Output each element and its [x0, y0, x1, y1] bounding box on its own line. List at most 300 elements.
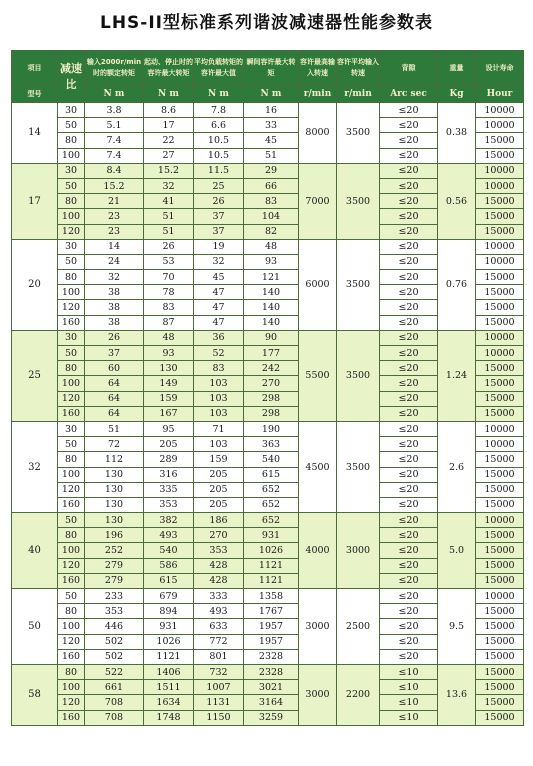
life-cell: 15000 [476, 467, 524, 482]
avg-load-torque-cell: 159 [194, 452, 244, 467]
max-input-speed-cell: 5500 [299, 330, 337, 421]
input-torque-cell: 112 [85, 452, 144, 467]
backlash-cell: ≤20 [380, 163, 438, 178]
unit-avg-load-torque: N m [194, 86, 244, 103]
start-stop-torque-cell: 8.6 [144, 103, 194, 118]
model-cell: 17 [12, 163, 58, 239]
spec-table-container [11, 50, 523, 726]
start-stop-torque-cell: 95 [144, 421, 194, 436]
input-torque-cell: 23 [85, 209, 144, 224]
avg-load-torque-cell: 1007 [194, 680, 244, 695]
backlash-cell: ≤20 [380, 285, 438, 300]
avg-load-torque-cell: 37 [194, 224, 244, 239]
avg-load-torque-cell: 47 [194, 300, 244, 315]
input-torque-cell: 7.4 [85, 133, 144, 148]
start-stop-torque-cell: 26 [144, 239, 194, 254]
header-avg-load-torque [194, 51, 244, 86]
avg-load-torque-cell: 772 [194, 634, 244, 649]
avg-input-speed-cell: 3500 [337, 330, 380, 421]
table-row [12, 664, 524, 679]
backlash-cell: ≤10 [380, 710, 438, 725]
life-cell: 15000 [476, 194, 524, 209]
header-avg-input-speed-text: 容许平均输入转速 [337, 58, 379, 77]
header-instant-torque-text: 瞬间容许最大转矩 [246, 58, 296, 77]
life-cell: 15000 [476, 604, 524, 619]
backlash-cell: ≤20 [380, 330, 438, 345]
start-stop-torque-cell: 53 [144, 254, 194, 269]
input-torque-cell: 72 [85, 437, 144, 452]
instant-torque-cell: 2328 [244, 664, 299, 679]
ratio-cell: 50 [58, 437, 85, 452]
avg-input-speed-cell: 3500 [337, 163, 380, 239]
input-torque-cell: 8.4 [85, 163, 144, 178]
header-ratio [58, 51, 85, 103]
life-cell: 15000 [476, 133, 524, 148]
life-cell: 15000 [476, 558, 524, 573]
backlash-cell: ≤20 [380, 300, 438, 315]
start-stop-torque-cell: 149 [144, 376, 194, 391]
avg-load-torque-cell: 1131 [194, 695, 244, 710]
max-input-speed-cell: 3000 [299, 664, 337, 725]
instant-torque-cell: 3259 [244, 710, 299, 725]
avg-load-torque-cell: 47 [194, 315, 244, 330]
input-torque-cell: 130 [85, 513, 144, 528]
input-torque-cell: 38 [85, 315, 144, 330]
backlash-cell: ≤20 [380, 361, 438, 376]
avg-load-torque-cell: 36 [194, 330, 244, 345]
avg-load-torque-cell: 493 [194, 604, 244, 619]
input-torque-cell: 708 [85, 695, 144, 710]
instant-torque-cell: 652 [244, 482, 299, 497]
ratio-cell: 30 [58, 330, 85, 345]
header-avg-load-torque-text: 平均负载转矩的容许最大值 [194, 58, 243, 77]
table-row [12, 513, 524, 528]
input-torque-cell: 7.4 [85, 148, 144, 163]
life-cell: 15000 [476, 361, 524, 376]
ratio-cell: 160 [58, 497, 85, 512]
table-row [12, 163, 524, 178]
ratio-cell: 120 [58, 558, 85, 573]
avg-load-torque-cell: 11.5 [194, 163, 244, 178]
ratio-cell: 80 [58, 133, 85, 148]
avg-input-speed-cell: 3000 [337, 513, 380, 589]
life-cell: 15000 [476, 634, 524, 649]
avg-load-torque-cell: 103 [194, 406, 244, 421]
start-stop-torque-cell: 167 [144, 406, 194, 421]
unit-instant-torque: N m [244, 86, 299, 103]
input-torque-cell: 51 [85, 421, 144, 436]
input-torque-cell: 3.8 [85, 103, 144, 118]
input-torque-cell: 60 [85, 361, 144, 376]
weight-cell: 13.6 [438, 664, 476, 725]
life-cell: 15000 [476, 209, 524, 224]
backlash-cell: ≤20 [380, 406, 438, 421]
instant-torque-cell: 540 [244, 452, 299, 467]
backlash-cell: ≤20 [380, 224, 438, 239]
unit-start-stop-torque: N m [144, 86, 194, 103]
avg-load-torque-cell: 103 [194, 391, 244, 406]
life-cell: 15000 [476, 649, 524, 664]
start-stop-torque-cell: 493 [144, 528, 194, 543]
instant-torque-cell: 1358 [244, 589, 299, 604]
instant-torque-cell: 1767 [244, 604, 299, 619]
avg-load-torque-cell: 205 [194, 467, 244, 482]
weight-cell: 0.38 [438, 103, 476, 164]
max-input-speed-cell: 4500 [299, 421, 337, 512]
max-input-speed-cell: 6000 [299, 239, 337, 330]
life-cell: 10000 [476, 163, 524, 178]
max-input-speed-cell: 4000 [299, 513, 337, 589]
backlash-cell: ≤20 [380, 346, 438, 361]
weight-cell: 5.0 [438, 513, 476, 589]
input-torque-cell: 502 [85, 649, 144, 664]
table-row [12, 330, 524, 345]
start-stop-torque-cell: 51 [144, 224, 194, 239]
ratio-cell: 120 [58, 482, 85, 497]
avg-load-torque-cell: 7.8 [194, 103, 244, 118]
backlash-cell: ≤20 [380, 482, 438, 497]
life-cell: 15000 [476, 391, 524, 406]
start-stop-torque-cell: 130 [144, 361, 194, 376]
weight-cell: 9.5 [438, 589, 476, 665]
life-cell: 15000 [476, 619, 524, 634]
backlash-cell: ≤20 [380, 148, 438, 163]
model-cell: 40 [12, 513, 58, 589]
avg-load-torque-cell: 32 [194, 254, 244, 269]
backlash-cell: ≤20 [380, 589, 438, 604]
life-cell: 10000 [476, 103, 524, 118]
avg-load-torque-cell: 10.5 [194, 148, 244, 163]
life-cell: 15000 [476, 224, 524, 239]
ratio-cell: 50 [58, 589, 85, 604]
ratio-cell: 120 [58, 300, 85, 315]
life-cell: 10000 [476, 254, 524, 269]
input-torque-cell: 130 [85, 497, 144, 512]
model-cell: 14 [12, 103, 58, 164]
avg-load-torque-cell: 19 [194, 239, 244, 254]
instant-torque-cell: 242 [244, 361, 299, 376]
model-cell: 58 [12, 664, 58, 725]
ratio-cell: 100 [58, 376, 85, 391]
life-cell: 15000 [476, 452, 524, 467]
header-instant-torque [244, 51, 299, 86]
header-input-torque-text: 输入2000r/min时的额定转矩 [86, 58, 142, 77]
unit-input-torque: N m [85, 86, 144, 103]
instant-torque-cell: 298 [244, 406, 299, 421]
instant-torque-cell: 16 [244, 103, 299, 118]
instant-torque-cell: 45 [244, 133, 299, 148]
header-life [476, 51, 524, 86]
avg-load-torque-cell: 353 [194, 543, 244, 558]
instant-torque-cell: 140 [244, 285, 299, 300]
backlash-cell: ≤20 [380, 497, 438, 512]
input-torque-cell: 26 [85, 330, 144, 345]
input-torque-cell: 23 [85, 224, 144, 239]
avg-load-torque-cell: 37 [194, 209, 244, 224]
ratio-cell: 80 [58, 604, 85, 619]
life-cell: 10000 [476, 437, 524, 452]
start-stop-torque-cell: 540 [144, 543, 194, 558]
start-stop-torque-cell: 17 [144, 118, 194, 133]
start-stop-torque-cell: 1406 [144, 664, 194, 679]
input-torque-cell: 708 [85, 710, 144, 725]
start-stop-torque-cell: 894 [144, 604, 194, 619]
ratio-cell: 50 [58, 178, 85, 193]
page-title: LHS-II型标准系列谐波减速器性能参数表 [99, 13, 433, 33]
avg-load-torque-cell: 45 [194, 270, 244, 285]
avg-load-torque-cell: 47 [194, 285, 244, 300]
ratio-cell: 80 [58, 270, 85, 285]
start-stop-torque-cell: 382 [144, 513, 194, 528]
table-row [12, 589, 524, 604]
life-cell: 15000 [476, 528, 524, 543]
ratio-cell: 120 [58, 634, 85, 649]
ratio-cell: 100 [58, 619, 85, 634]
input-torque-cell: 661 [85, 680, 144, 695]
header-model-top: 项目 [12, 51, 58, 86]
avg-load-torque-cell: 205 [194, 482, 244, 497]
header-start-stop-torque [144, 51, 194, 86]
input-torque-cell: 32 [85, 270, 144, 285]
start-stop-torque-cell: 78 [144, 285, 194, 300]
backlash-cell: ≤20 [380, 270, 438, 285]
instant-torque-cell: 104 [244, 209, 299, 224]
unit-backlash: Arc sec [380, 86, 438, 103]
start-stop-torque-cell: 316 [144, 467, 194, 482]
header-weight: 重量 [438, 51, 476, 86]
backlash-cell: ≤20 [380, 573, 438, 588]
ratio-cell: 80 [58, 528, 85, 543]
input-torque-cell: 38 [85, 300, 144, 315]
backlash-cell: ≤20 [380, 513, 438, 528]
input-torque-cell: 21 [85, 194, 144, 209]
ratio-cell: 50 [58, 254, 85, 269]
input-torque-cell: 14 [85, 239, 144, 254]
life-cell: 10000 [476, 346, 524, 361]
header-backlash: 背隙 [380, 51, 438, 86]
avg-input-speed-cell: 3500 [337, 103, 380, 164]
input-torque-cell: 5.1 [85, 118, 144, 133]
instant-torque-cell: 177 [244, 346, 299, 361]
life-cell: 15000 [476, 482, 524, 497]
input-torque-cell: 279 [85, 558, 144, 573]
input-torque-cell: 64 [85, 376, 144, 391]
ratio-cell: 80 [58, 452, 85, 467]
avg-load-torque-cell: 205 [194, 497, 244, 512]
instant-torque-cell: 93 [244, 254, 299, 269]
ratio-cell: 50 [58, 118, 85, 133]
backlash-cell: ≤20 [380, 376, 438, 391]
life-cell: 15000 [476, 710, 524, 725]
avg-load-torque-cell: 83 [194, 361, 244, 376]
instant-torque-cell: 270 [244, 376, 299, 391]
input-torque-cell: 38 [85, 285, 144, 300]
backlash-cell: ≤20 [380, 118, 438, 133]
input-torque-cell: 252 [85, 543, 144, 558]
instant-torque-cell: 190 [244, 421, 299, 436]
instant-torque-cell: 82 [244, 224, 299, 239]
backlash-cell: ≤10 [380, 664, 438, 679]
backlash-cell: ≤20 [380, 254, 438, 269]
ratio-cell: 30 [58, 239, 85, 254]
instant-torque-cell: 1026 [244, 543, 299, 558]
ratio-cell: 160 [58, 406, 85, 421]
start-stop-torque-cell: 1121 [144, 649, 194, 664]
start-stop-torque-cell: 1634 [144, 695, 194, 710]
start-stop-torque-cell: 48 [144, 330, 194, 345]
start-stop-torque-cell: 159 [144, 391, 194, 406]
avg-load-torque-cell: 428 [194, 573, 244, 588]
avg-load-torque-cell: 25 [194, 178, 244, 193]
instant-torque-cell: 298 [244, 391, 299, 406]
ratio-cell: 100 [58, 148, 85, 163]
instant-torque-cell: 140 [244, 315, 299, 330]
instant-torque-cell: 51 [244, 148, 299, 163]
ratio-cell: 30 [58, 163, 85, 178]
instant-torque-cell: 3021 [244, 680, 299, 695]
backlash-cell: ≤20 [380, 103, 438, 118]
unit-max-input-speed: r/min [299, 86, 337, 103]
start-stop-torque-cell: 41 [144, 194, 194, 209]
life-cell: 15000 [476, 406, 524, 421]
start-stop-torque-cell: 70 [144, 270, 194, 285]
header-start-stop-torque-text: 起动、停止时的容许最大转矩 [144, 58, 193, 77]
ratio-cell: 120 [58, 695, 85, 710]
backlash-cell: ≤20 [380, 543, 438, 558]
instant-torque-cell: 1957 [244, 634, 299, 649]
start-stop-torque-cell: 586 [144, 558, 194, 573]
model-cell: 25 [12, 330, 58, 421]
start-stop-torque-cell: 32 [144, 178, 194, 193]
start-stop-torque-cell: 15.2 [144, 163, 194, 178]
ratio-cell: 160 [58, 710, 85, 725]
header-avg-input-speed [337, 51, 380, 86]
start-stop-torque-cell: 87 [144, 315, 194, 330]
backlash-cell: ≤20 [380, 619, 438, 634]
start-stop-torque-cell: 1511 [144, 680, 194, 695]
backlash-cell: ≤20 [380, 133, 438, 148]
avg-load-torque-cell: 6.6 [194, 118, 244, 133]
ratio-cell: 100 [58, 285, 85, 300]
avg-load-torque-cell: 52 [194, 346, 244, 361]
start-stop-torque-cell: 83 [144, 300, 194, 315]
input-torque-cell: 130 [85, 467, 144, 482]
ratio-cell: 160 [58, 315, 85, 330]
table-row [12, 421, 524, 436]
spec-table-body [12, 103, 524, 726]
ratio-cell: 100 [58, 209, 85, 224]
max-input-speed-cell: 7000 [299, 163, 337, 239]
instant-torque-cell: 3164 [244, 695, 299, 710]
avg-load-torque-cell: 801 [194, 649, 244, 664]
life-cell: 15000 [476, 300, 524, 315]
start-stop-torque-cell: 679 [144, 589, 194, 604]
max-input-speed-cell: 8000 [299, 103, 337, 164]
instant-torque-cell: 1121 [244, 558, 299, 573]
backlash-cell: ≤20 [380, 467, 438, 482]
unit-weight: Kg [438, 86, 476, 103]
input-torque-cell: 24 [85, 254, 144, 269]
weight-cell: 2.6 [438, 421, 476, 512]
ratio-cell: 30 [58, 103, 85, 118]
table-row [12, 239, 524, 254]
input-torque-cell: 446 [85, 619, 144, 634]
header-max-input-speed-text: 容许最高输入转速 [300, 58, 335, 77]
input-torque-cell: 130 [85, 482, 144, 497]
ratio-cell: 100 [58, 543, 85, 558]
life-cell: 10000 [476, 330, 524, 345]
instant-torque-cell: 33 [244, 118, 299, 133]
start-stop-torque-cell: 1748 [144, 710, 194, 725]
instant-torque-cell: 48 [244, 239, 299, 254]
ratio-cell: 120 [58, 224, 85, 239]
header-life-text: 设计寿命 [485, 63, 514, 72]
spec-table [11, 50, 524, 726]
start-stop-torque-cell: 931 [144, 619, 194, 634]
backlash-cell: ≤20 [380, 437, 438, 452]
ratio-cell: 160 [58, 649, 85, 664]
life-cell: 10000 [476, 118, 524, 133]
life-cell: 15000 [476, 148, 524, 163]
instant-torque-cell: 1121 [244, 573, 299, 588]
ratio-cell: 30 [58, 421, 85, 436]
header-input-torque [85, 51, 144, 86]
ratio-cell: 100 [58, 467, 85, 482]
input-torque-cell: 64 [85, 391, 144, 406]
model-cell: 50 [12, 589, 58, 665]
avg-load-torque-cell: 10.5 [194, 133, 244, 148]
ratio-cell: 120 [58, 391, 85, 406]
backlash-cell: ≤20 [380, 452, 438, 467]
unit-life: Hour [476, 86, 524, 103]
ratio-cell: 80 [58, 664, 85, 679]
input-torque-cell: 279 [85, 573, 144, 588]
backlash-cell: ≤10 [380, 680, 438, 695]
avg-load-torque-cell: 71 [194, 421, 244, 436]
instant-torque-cell: 615 [244, 467, 299, 482]
ratio-cell: 50 [58, 513, 85, 528]
input-torque-cell: 64 [85, 406, 144, 421]
instant-torque-cell: 29 [244, 163, 299, 178]
avg-input-speed-cell: 3500 [337, 239, 380, 330]
instant-torque-cell: 83 [244, 194, 299, 209]
avg-load-torque-cell: 732 [194, 664, 244, 679]
max-input-speed-cell: 3000 [299, 589, 337, 665]
instant-torque-cell: 90 [244, 330, 299, 345]
avg-load-torque-cell: 270 [194, 528, 244, 543]
life-cell: 15000 [476, 573, 524, 588]
life-cell: 15000 [476, 680, 524, 695]
life-cell: 10000 [476, 239, 524, 254]
start-stop-torque-cell: 27 [144, 148, 194, 163]
life-cell: 15000 [476, 285, 524, 300]
model-cell: 20 [12, 239, 58, 330]
life-cell: 15000 [476, 664, 524, 679]
instant-torque-cell: 931 [244, 528, 299, 543]
life-cell: 10000 [476, 178, 524, 193]
backlash-cell: ≤20 [380, 634, 438, 649]
ratio-cell: 160 [58, 573, 85, 588]
life-cell: 15000 [476, 695, 524, 710]
avg-load-torque-cell: 103 [194, 437, 244, 452]
start-stop-torque-cell: 205 [144, 437, 194, 452]
life-cell: 15000 [476, 315, 524, 330]
avg-input-speed-cell: 2200 [337, 664, 380, 725]
life-cell: 10000 [476, 421, 524, 436]
instant-torque-cell: 121 [244, 270, 299, 285]
ratio-cell: 80 [58, 361, 85, 376]
weight-cell: 0.76 [438, 239, 476, 330]
